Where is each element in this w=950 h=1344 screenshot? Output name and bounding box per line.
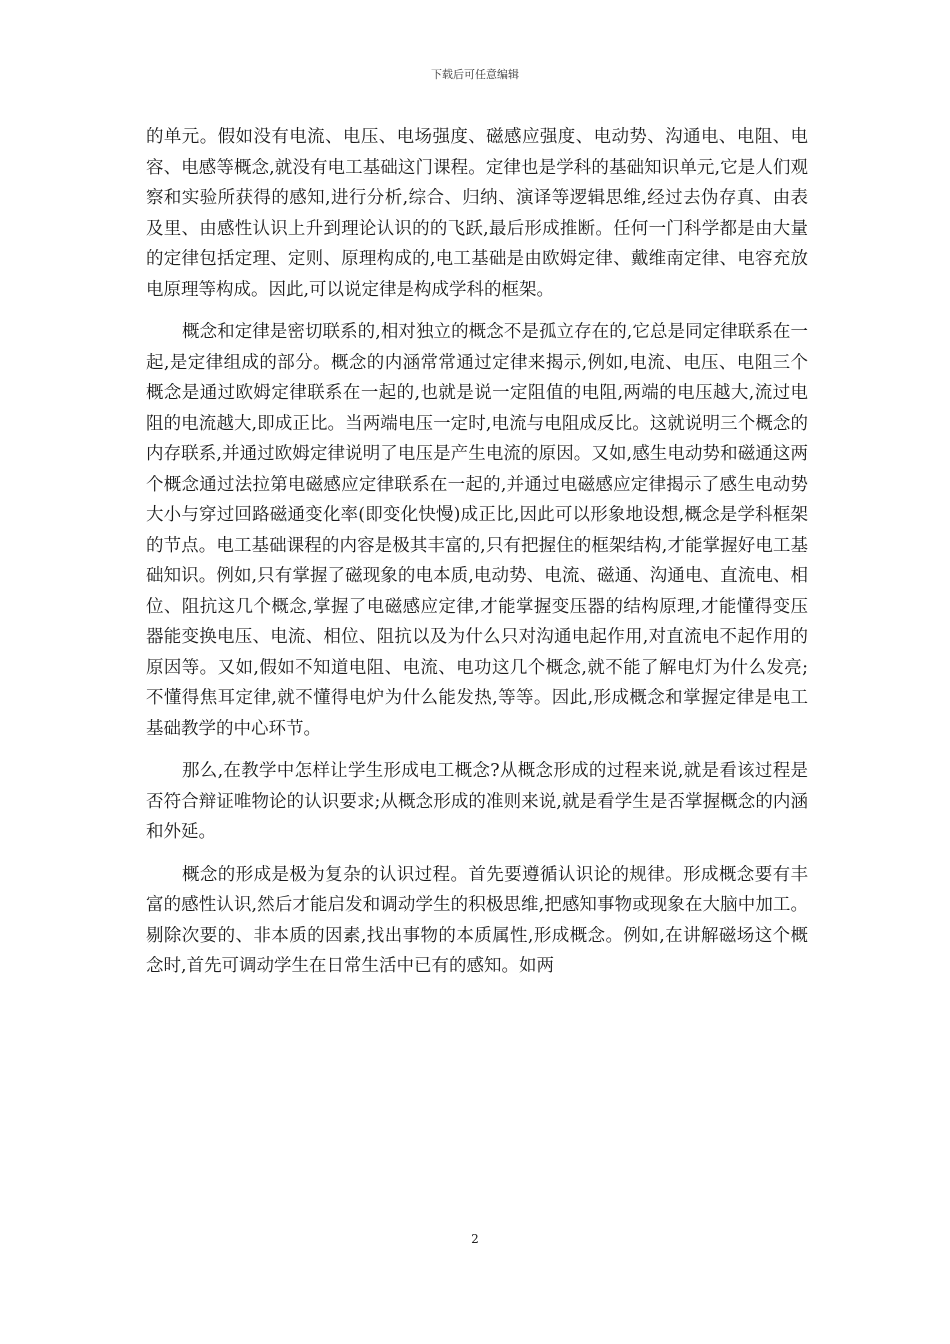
document-body [146,122,808,994]
page-header: 下载后可任意编辑 [431,68,519,81]
paragraph-4: 概念的形成是极为复杂的认识过程。首先要遵循认识论的规律。形成概念要有丰富的感性认识,然后才能启发和调动学生的积极思维,把感知事物或现象在大脑中加工。剔除次要的、非本质的因素,找出事物的本质属性,形成概念。例如,在讲解磁场这个概念时,首先可调动学生在日常生活中已有的感知。如两 [146,864,808,976]
paragraph-3: 那么,在教学中怎样让学生形成电工概念?从概念形成的过程来说,就是看该过程是否符合辩证唯物论的认识要求;从概念形成的准则来说,就是看学生是否掌握概念的内涵和外延。 [146,761,808,842]
paragraph-2: 概念和定律是密切联系的,相对独立的概念不是孤立存在的,它总是同定律联系在一起,是定律组成的部分。概念的内涵常常通过定律来揭示,例如,电流、电压、电阻三个概念是通过欧姆定律联系在一起的,也就是说一定阻值的电阻,两端的电压越大,流过电阻的电流越大,即成正比。当两端电压一定时,电流与电阻成反比。这就说明三个概念的内存联系,并通过欧姆定律说明了电压是产生电流的原因。又如,感生电动势和磁通这两个概念通过法拉第电磁感应定律联系在一起的,并通过电磁感应定律揭示了感生电动势大小与穿过回路磁通变化率(即变化快慢)成正比,因此可以形象地设想,概念是学科框架的节点。电工基础课程的内容是极其丰富的,只有把握住的框架结构,才能掌握好电工基础知识。例如,只有掌握了磁现象的电本质,电动势、电流、磁通、沟通电、直流电、相位、阻抗这几个概念,掌握了电磁感应定律,才能掌握变压器的结构原理,才能懂得变压器能变换电压、电流、相位、阻抗以及为什么只对沟通电起作用,对直流电不起作用的原因等。又如,假如不知道电阻、电流、电功这几个概念,就不能了解电灯为什么发亮;不懂得焦耳定律,就不懂得电炉为什么能发热,等等。因此,形成概念和掌握定律是电工基础教学的中心环节。 [146,322,808,739]
paragraph-1: 的单元。假如没有电流、电压、电场强度、磁感应强度、电动势、沟通电、电阻、电容、电感等概念,就没有电工基础这门课程。定律也是学科的基础知识单元,它是人们观察和实验所获得的感知,进行分析,综合、归纳、演译等逻辑思维,经过去伪存真、由表及里、由感性认识上升到理论认识的的飞跃,最后形成推断。任何一门科学都是由大量的定律包括定理、定则、原理构成的,电工基础是由欧姆定律、戴维南定律、电容充放电原理等构成。因此,可以说定律是构成学科的框架。 [146,127,808,300]
page-number: 2 [471,1232,479,1246]
